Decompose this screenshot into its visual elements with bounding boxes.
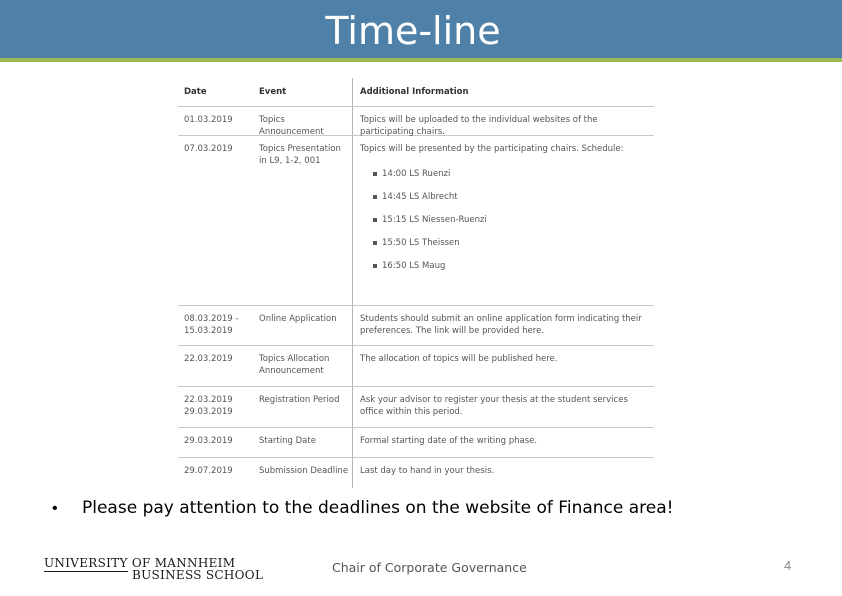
- row-event: Topics Allocation Announcement: [259, 354, 330, 376]
- row-date: 22.03.2019 29.03.2019: [184, 395, 233, 417]
- logo-school: BUSINESS SCHOOL: [132, 568, 264, 582]
- schedule-item: 15:50 LS Theissen: [382, 238, 582, 248]
- table-row: [178, 346, 654, 387]
- row-event: Registration Period: [259, 395, 340, 405]
- table-row: [178, 306, 654, 346]
- bullet-icon: [373, 195, 377, 199]
- logo-rule: [44, 571, 128, 572]
- row-event: Topics Announcement: [259, 115, 324, 137]
- schedule-item: 14:00 LS Ruenzi: [382, 169, 582, 179]
- note-bullet: •: [52, 500, 58, 517]
- row-event: Starting Date: [259, 436, 316, 446]
- row-event: Online Application: [259, 314, 337, 324]
- bullet-icon: [373, 264, 377, 268]
- schedule-item: 14:45 LS Albrecht: [382, 192, 582, 202]
- row-event: Topics Presentation in L9, 1-2, 001: [259, 144, 341, 166]
- header-event: Event: [259, 87, 287, 97]
- row-info: The allocation of topics will be published here.: [360, 354, 558, 364]
- header-info: Additional Information: [360, 87, 469, 97]
- table-row: [178, 428, 654, 458]
- header-date: Date: [184, 87, 207, 97]
- row-date: 29.03.2019: [184, 436, 233, 446]
- deadline-note: Please pay attention to the deadlines on the website of Finance area!: [82, 498, 674, 518]
- table-row: [178, 387, 654, 428]
- timeline-table: [178, 78, 654, 488]
- slide-title: Time-line: [325, 9, 501, 53]
- row-info: Last day to hand in your thesis.: [360, 466, 495, 476]
- page-number: 4: [784, 558, 792, 573]
- table-row: [178, 107, 654, 136]
- row-info: Topics will be presented by the participating chairs. Schedule:: [360, 144, 624, 154]
- table-header-row: [178, 78, 654, 107]
- title-underline: [0, 58, 842, 62]
- row-date: 08.03.2019 - 15.03.2019: [184, 314, 239, 336]
- row-date: 22.03.2019: [184, 354, 233, 364]
- row-info: Ask your advisor to register your thesis at the student services office within this period.: [360, 395, 628, 417]
- row-info: Topics will be uploaded to the individual websites of the participating chairs.: [360, 115, 598, 137]
- bullet-icon: [373, 218, 377, 222]
- title-bar: [0, 0, 842, 58]
- bullet-icon: [373, 241, 377, 245]
- schedule-item: 15:15 LS Niessen-Ruenzi: [382, 215, 582, 225]
- row-date: 01.03.2019: [184, 115, 233, 125]
- row-date: 07.03.2019: [184, 144, 233, 154]
- table-row: [178, 136, 654, 306]
- table-row: [178, 458, 654, 487]
- bullet-icon: [373, 172, 377, 176]
- row-date: 29.07.2019: [184, 466, 233, 476]
- row-info: Formal starting date of the writing phase.: [360, 436, 538, 446]
- schedule-item: 16:50 LS Maug: [382, 261, 582, 271]
- university-logo: [44, 556, 264, 582]
- row-event: Submission Deadline: [259, 466, 349, 476]
- row-info: Students should submit an online application form indicating their preferences. The link will be provided here.: [360, 314, 642, 336]
- footer-chair: Chair of Corporate Governance: [332, 560, 527, 575]
- logo-university: UNIVERSITY OF MANNHEIM: [44, 556, 236, 570]
